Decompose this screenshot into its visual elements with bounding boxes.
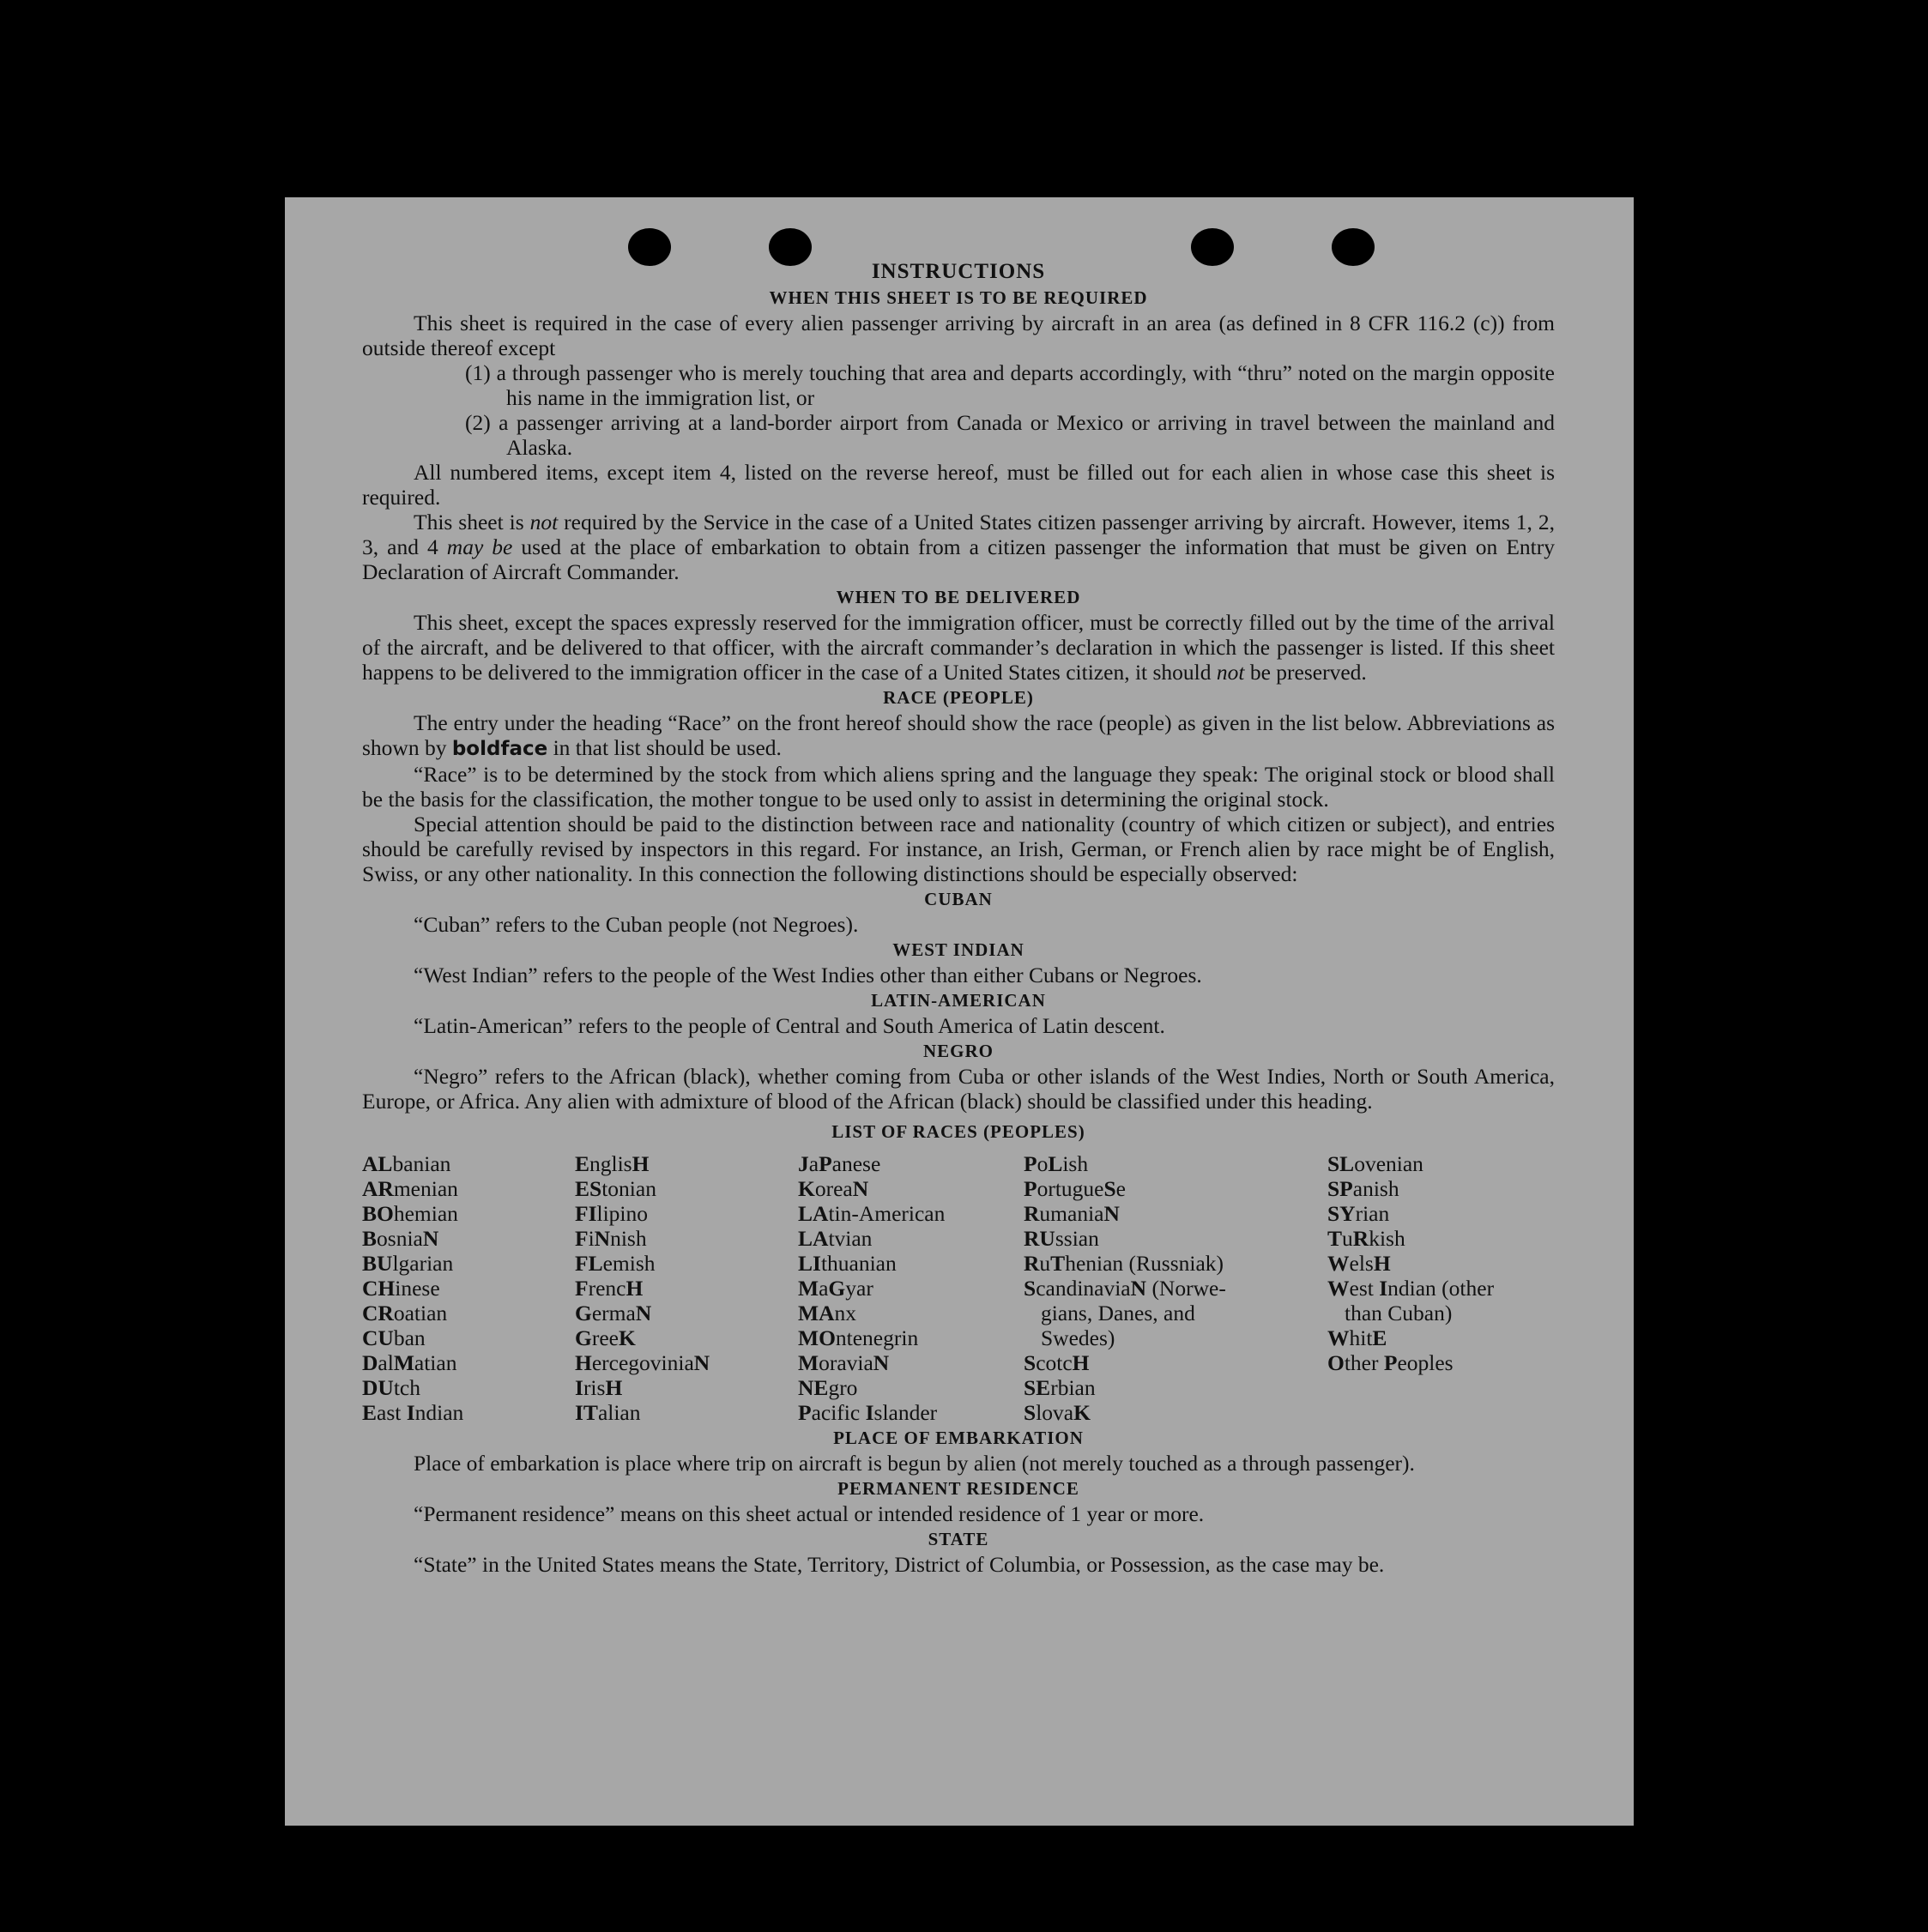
heading-cuban: CUBAN (924, 889, 993, 909)
race-entry: LAtvian (798, 1226, 873, 1251)
race-entry: Pacific Islander (798, 1400, 938, 1425)
race-entry: ScotcH (1024, 1350, 1090, 1375)
heading-race: RACE (PEOPLE) (883, 687, 1034, 708)
race-entry: MAnx (798, 1301, 856, 1325)
race-entry: LAtin-American (798, 1201, 946, 1226)
heading-place-of-embarkation: PLACE OF EMBARKATION (833, 1428, 1084, 1448)
race-entry: FiNnish (575, 1226, 647, 1251)
race-entry: IrisH (575, 1375, 623, 1400)
paragraph: “West Indian” refers to the people of the West Indies other than either Cubans or Negroes. (414, 963, 1202, 987)
races-column (798, 1151, 1024, 1425)
race-entry: PortugueSe (1024, 1176, 1126, 1201)
race-entry: BOhemian (362, 1201, 458, 1226)
race-entry: RumaniaN (1024, 1201, 1120, 1226)
race-entry: JaPanese (798, 1151, 881, 1176)
paragraph: “Race” is to be determined by the stock from which aliens spring and the language they speak: The original stock or blood shall be the basis for the classification, the mother tongue to be used only to assist in determining the original stock. (362, 762, 1555, 812)
race-entry: CUban (362, 1325, 426, 1350)
heading-required: WHEN THIS SHEET IS TO BE REQUIRED (769, 287, 1148, 308)
race-entry: DalMatian (362, 1350, 457, 1375)
list-item: (2) a passenger arriving at a land-border airport from Canada or Mexico or arriving in travel between the mainland and Alaska. (465, 410, 1555, 460)
paragraph: This sheet is not required by the Service in the case of a United States citizen passenger arriving by aircraft. However, items 1, 2, 3, and 4 may be used at the place of embarkation to obtain from a citizen passenger the information that must be given on Entry Declaration of Aircraft Commander. (362, 510, 1555, 584)
race-entry: East Indian (362, 1400, 464, 1425)
heading-latin-american: LATIN-AMERICAN (871, 990, 1046, 1011)
race-entry: FLemish (575, 1251, 656, 1276)
race-entry: West Indian (other (1327, 1276, 1495, 1301)
race-entry: FIlipino (575, 1201, 649, 1226)
race-entry: gians, Danes, and (1041, 1301, 1195, 1325)
race-entry: ScandinaviaN (Norwe- (1024, 1276, 1226, 1301)
race-entry: BosniaN (362, 1226, 439, 1251)
races-column (362, 1151, 575, 1425)
race-entry: KoreaN (798, 1176, 869, 1201)
paragraph: Place of embarkation is place where trip on aircraft is begun by alien (not merely touched as a through passenger). (414, 1451, 1415, 1476)
races-column (1024, 1151, 1327, 1425)
races-column (1327, 1151, 1555, 1425)
race-entry: PoLish (1024, 1151, 1089, 1176)
race-entry: SLovenian (1327, 1151, 1423, 1176)
race-entry: SYrian (1327, 1201, 1390, 1226)
races-list (362, 1151, 1555, 1425)
race-entry: EStonian (575, 1176, 656, 1201)
race-entry: Other Peoples (1327, 1350, 1454, 1375)
paragraph: Special attention should be paid to the distinction between race and nationality (country of which citizen or subject), and entries should be carefully revised by inspectors in this regard. For instance, an Irish, German, or French alien by race might be of English, Swiss, or any other nationality. In this connection the following distinctions should be especially observed: (362, 812, 1555, 886)
heading-list-of-races: LIST OF RACES (PEOPLES) (831, 1121, 1085, 1142)
race-entry: NEgro (798, 1375, 858, 1400)
race-entry: GreeK (575, 1325, 636, 1350)
race-entry: RUssian (1024, 1226, 1099, 1251)
race-entry: Swedes) (1041, 1325, 1115, 1350)
paragraph: This sheet, except the spaces expressly reserved for the immigration officer, must be correctly filled out by the time of the arrival of the aircraft, and be delivered to that officer, with the aircraft commander’s declaration in which the passenger is listed. If this sheet happens to be delivered to the immigration officer in the case of a United States citizen, it should not be preserved. (362, 610, 1555, 685)
paragraph: “Latin-American” refers to the people of Central and South America of Latin descent. (414, 1013, 1165, 1038)
heading-west-indian: WEST INDIAN (892, 939, 1024, 960)
instructions-content (362, 259, 1555, 1577)
race-entry: WhitE (1327, 1325, 1387, 1350)
race-entry: FrencH (575, 1276, 644, 1301)
race-entry: SlovaK (1024, 1400, 1091, 1425)
race-entry: BUlgarian (362, 1251, 454, 1276)
race-entry: RuThenian (Russniak) (1024, 1251, 1224, 1276)
heading-negro: NEGRO (922, 1041, 994, 1061)
title: INSTRUCTIONS (871, 260, 1046, 283)
race-entry: MaGyar (798, 1276, 873, 1301)
race-entry: CHinese (362, 1276, 440, 1301)
race-entry: LIthuanian (798, 1251, 897, 1276)
race-entry: MoraviaN (798, 1350, 890, 1375)
race-entry: MOntenegrin (798, 1325, 919, 1350)
race-entry: ALbanian (362, 1151, 451, 1176)
race-entry: HercegoviniaN (575, 1350, 710, 1375)
race-entry: TuRkish (1327, 1226, 1405, 1251)
race-entry: DUtch (362, 1375, 420, 1400)
paragraph: “Negro” refers to the African (black), whether coming from Cuba or other islands of the West Indies, North or South America, Europe, or Africa. Any alien with admixture of blood of the African (black) should be classified under this heading. (362, 1064, 1555, 1114)
race-entry: SPanish (1327, 1176, 1399, 1201)
list-item: (1) a through passenger who is merely touching that area and departs accordingly, with “thru” noted on the margin opposite his name in the immigration list, or (465, 360, 1556, 410)
race-entry: EnglisH (575, 1151, 650, 1176)
paragraph: “Cuban” refers to the Cuban people (not Negroes). (414, 912, 859, 937)
race-entry: ARmenian (362, 1176, 458, 1201)
race-entry: WelsH (1327, 1251, 1391, 1276)
paragraph: “State” in the United States means the State, Territory, District of Columbia, or Possession, as the case may be. (414, 1552, 1385, 1577)
race-entry: than Cuban) (1345, 1301, 1453, 1325)
race-entry: SErbian (1024, 1375, 1096, 1400)
races-column (575, 1151, 798, 1425)
paragraph: “Permanent residence” means on this sheet actual or intended residence of 1 year or more. (414, 1501, 1205, 1526)
heading-delivered: WHEN TO BE DELIVERED (836, 587, 1081, 607)
document-sheet (285, 197, 1634, 1826)
race-entry: CRoatian (362, 1301, 448, 1325)
heading-state: STATE (928, 1529, 989, 1549)
race-entry: GermaN (575, 1301, 652, 1325)
race-entry: ITalian (575, 1400, 641, 1425)
heading-permanent-residence: PERMANENT RESIDENCE (837, 1478, 1079, 1499)
paragraph: All numbered items, except item 4, listed on the reverse hereof, must be filled out for each alien in whose case this sheet is required. (362, 460, 1555, 510)
paragraph: This sheet is required in the case of every alien passenger arriving by aircraft in an area (as defined in 8 CFR 116.2 (c)) from outside thereof except (362, 311, 1555, 360)
paragraph: The entry under the heading “Race” on the front hereof should show the race (people) as given in the list below. Abbreviations as shown by boldface in that list should be used. (362, 710, 1555, 760)
